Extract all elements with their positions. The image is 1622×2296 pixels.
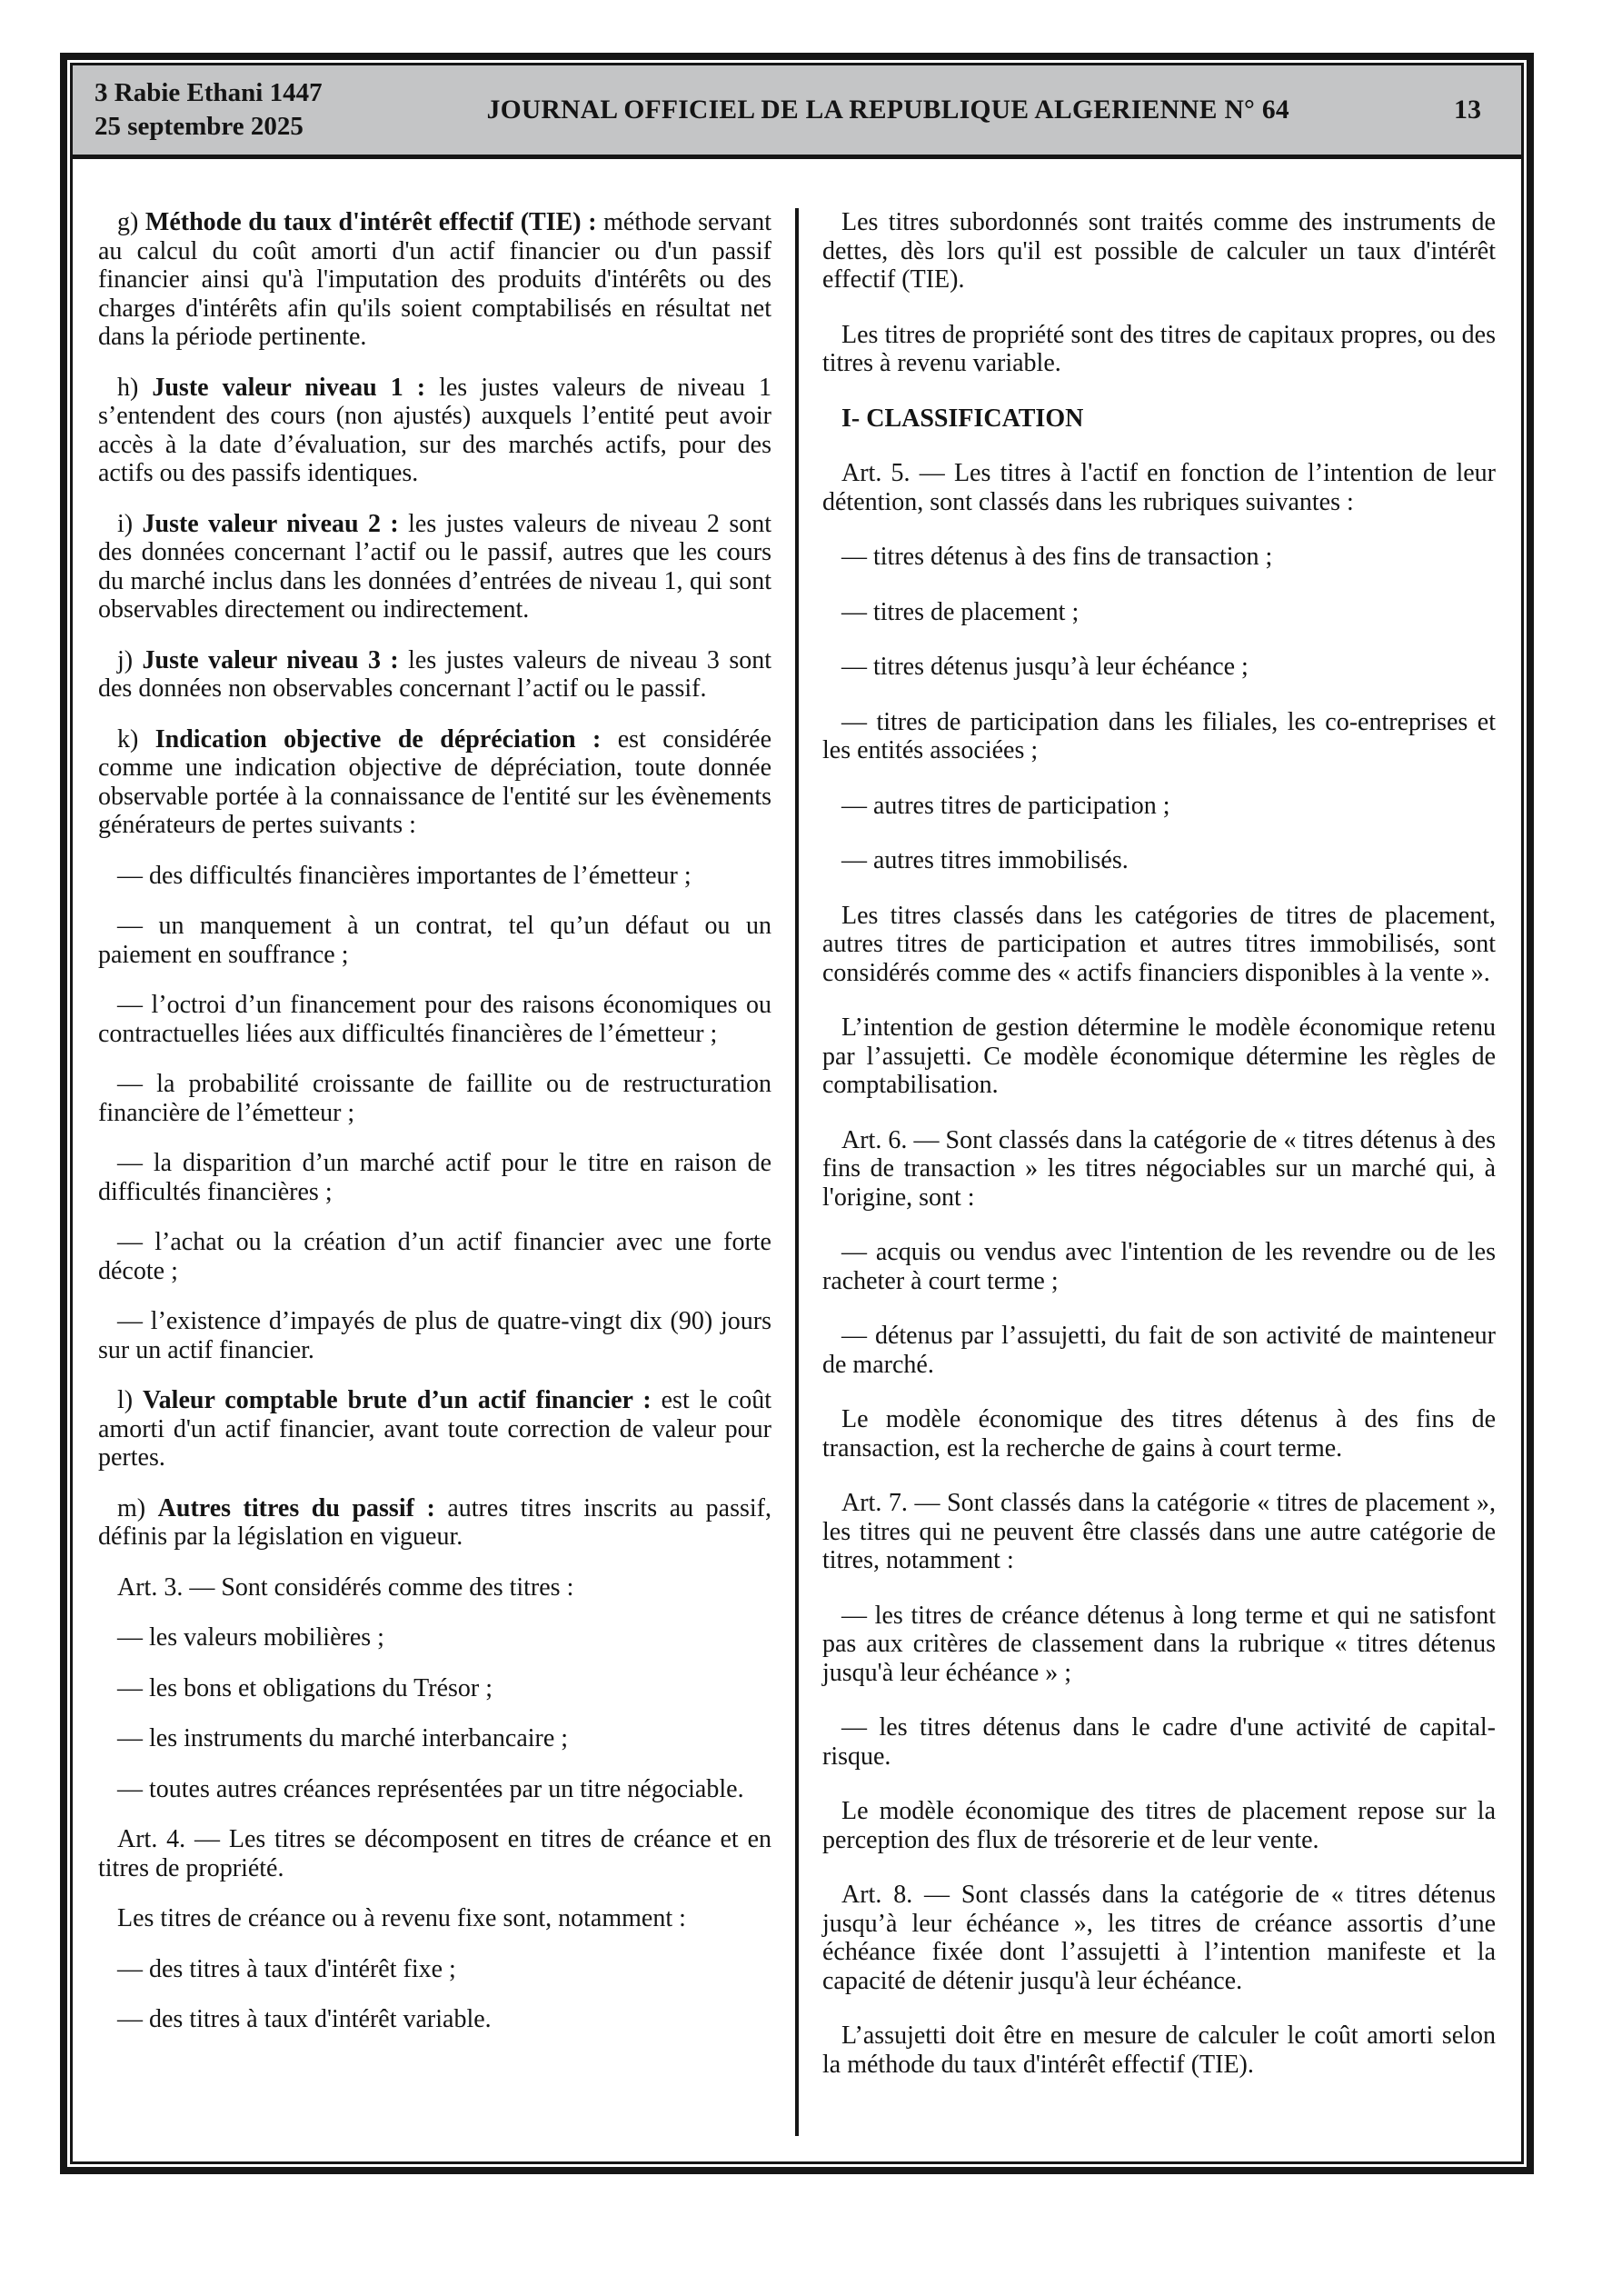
text: — les titres détenus dans le cadre d'une activité de capital-risque. [822,1713,1496,1771]
text: Le modèle économique des titres détenus à des fins de transaction, est la recherche de gains à court terme. [822,1405,1496,1462]
text: Art. 4. — Les titres se décomposent en titres de créance et en titres de propriété. [98,1825,771,1882]
text: — détenus par l’assujetti, du fait de son activité de mainteneur de marché. [822,1322,1496,1379]
list-item [98,991,771,1048]
list-item [822,1238,1496,1295]
text: — autres titres immobilisés. [841,846,1129,874]
bold-text: Méthode du taux d'intérêt effectif (TIE) : [144,208,597,236]
list-item [98,912,771,969]
date-hijri: 3 Rabie Ethani 1447 [95,78,323,107]
text: — des titres à taux d'intérêt variable. [117,2005,492,2033]
text: — autres titres de participation ; [841,791,1170,820]
list-item [98,1724,771,1753]
list-item [822,543,1496,572]
text: est considérée comme une indication objective de dépréciation, toute donnée observable portée à la connaissance de l'entité sur les évènements générateurs de pertes suivants : [98,724,771,839]
list-item [98,862,771,891]
paragraph [98,1386,771,1472]
paragraph [98,725,771,840]
text: — titres détenus à des fins de transaction ; [841,543,1273,571]
paragraph [98,510,771,624]
text: — titres de placement ; [841,597,1080,626]
text: L’assujetti doit être en mesure de calculer le coût amorti selon la méthode du taux d'intérêt effectif (TIE). [822,2021,1496,2079]
text: Art. 7. — Sont classés dans la catégorie « titres de placement », les titres qui ne peuvent être classés dans une autre catégorie de titres, notamment : [822,1489,1496,1574]
masthead [73,65,1521,159]
text: les justes valeurs de niveau 2 sont des données concernant l’actif ou le passif, autres que les cours du marché inclus dans les données d’entrées de niveau 1, qui sont observables directement ou indirectement. [98,509,771,624]
bold-text: Autres titres du passif : [157,1493,435,1522]
paragraph [822,1126,1496,1213]
list-item [98,1955,771,1984]
paragraph [822,2021,1496,2079]
list-item [98,1674,771,1703]
text: — acquis ou vendus avec l'intention de les revendre ou de les racheter à court terme ; [822,1238,1496,1295]
list-item [98,2005,771,2034]
list-item [822,708,1496,765]
paragraph [822,1797,1496,1854]
text: — toutes autres créances représentées par un titre négociable. [117,1774,744,1803]
list-item [822,598,1496,627]
text: Art. 6. — Sont classés dans la catégorie de « titres détenus à des fins de transaction » les titres négociables sur un marché qui, à l'origine, sont : [822,1125,1496,1212]
right-column [822,208,1496,2161]
paragraph [822,1405,1496,1462]
text: k) [117,724,155,754]
text: i) [117,509,143,538]
text: — l’existence d’impayés de plus de quatre-vingt dix (90) jours sur un actif financier. [98,1307,771,1364]
paragraph [822,321,1496,378]
text: méthode servant au calcul du coût amorti d'un actif financier ou d'un passif financier ainsi qu'à l'imputation des produits d'intérêts ou des charges d'intérêts afin qu'ils soient comptabilisés en résultat net dans la période pertinente. [98,208,771,351]
paragraph [98,1494,771,1552]
text: — un manquement à un contrat, tel qu’un défaut ou un paiement en souffrance ; [98,912,771,969]
text: m) [117,1493,158,1522]
text: Le modèle économique des titres de placement repose sur la perception des flux de trésorerie et de leur vente. [822,1797,1496,1854]
paragraph [98,1904,771,1933]
text: — des titres à taux d'intérêt fixe ; [117,1954,456,1983]
list-item [98,1228,771,1285]
list-item [98,1070,771,1127]
paragraph [98,646,771,704]
list-item [822,792,1496,821]
left-column [98,208,771,2161]
text: — les valeurs mobilières ; [117,1623,384,1652]
column-divider [795,208,799,2136]
text: — la probabilité croissante de faillite ou de restructuration financière de l’émetteur ; [98,1070,771,1127]
list-item [822,653,1496,682]
paragraph [98,208,771,352]
text: Les titres classés dans les catégories de titres de placement, autres titres de participation et autres titres immobilisés, sont considérés comme des « actifs financiers disponibles à la vente ». [822,901,1496,987]
text: — la disparition d’un marché actif pour le titre en raison de difficultés financières ; [98,1149,771,1206]
list-item [822,846,1496,875]
text: Art. 3. — Sont considérés comme des titres : [117,1572,574,1602]
paragraph [822,459,1496,516]
text: L’intention de gestion détermine le modèle économique retenu par l’assujetti. Ce modèle économique détermine les règles de comptabilisation. [822,1013,1496,1099]
text: Art. 5. — Les titres à l'actif en fonction de l’intention de leur détention, sont classés dans les rubriques suivantes : [822,459,1496,516]
text: — les bons et obligations du Trésor ; [117,1673,493,1702]
bold-text: I- CLASSIFICATION [841,404,1084,433]
text: est le coût amorti d'un actif financier, avant toute correction de valeur pour pertes. [98,1386,771,1472]
text: — l’octroi d’un financement pour des raisons économiques ou contractuelles liées aux difficultés financières de l’émetteur ; [98,991,771,1048]
bold-text: Juste valeur niveau 2 : [142,509,399,538]
list-item [98,1623,771,1652]
paragraph [822,902,1496,988]
text: — les instruments du marché interbancaire ; [117,1724,569,1752]
journal-title: JOURNAL OFFICIEL DE LA REPUBLIQUE ALGERIENNE N° 64 [486,95,1289,125]
page-content [73,159,1521,2161]
text: g) [117,208,145,236]
text: autres titres inscrits au passif, définis par la législation en vigueur. [98,1493,772,1551]
list-item [98,1307,771,1364]
bold-text: Indication objective de dépréciation : [154,724,602,754]
paragraph [822,1881,1496,1995]
text: les justes valeurs de niveau 1 s’entendent des cours (non ajustés) auxquels l’entité peut avoir accès à la date d’évaluation, sur des marchés actifs, pour des actifs ou des passifs identiques. [98,373,771,487]
text: — les titres de créance détenus à long terme et qui ne satisfont pas aux critères de classement dans la rubrique « titres détenus jusqu'à leur échéance » ; [822,1601,1496,1687]
paragraph [822,208,1496,294]
section-heading [822,404,1496,434]
bold-text: Juste valeur niveau 1 : [152,373,426,402]
date-gregorian: 25 septembre 2025 [95,112,304,141]
text: — titres de participation dans les filiales, les co-entreprises et les entités associées ; [822,707,1496,764]
text: l) [117,1386,144,1414]
list-item [822,1602,1496,1688]
list-item [98,1775,771,1804]
bold-text: Juste valeur niveau 3 : [142,645,399,674]
page-frame [60,53,1534,2174]
paragraph [98,1573,771,1602]
paragraph [98,1825,771,1882]
text: — l’achat ou la création d’un actif financier avec une forte décote ; [98,1228,771,1285]
text: h) [117,373,153,402]
text: Art. 8. — Sont classés dans la catégorie de « titres détenus jusqu’à leur échéance », les titres de créance assortis d’une échéance fixée dont l’assujetti à l’intention manifeste et la capacité de détenir jusqu'à leur échéance. [822,1881,1496,1995]
text: Les titres subordonnés sont traités comme des instruments de dettes, dès lors qu'il est possible de calculer un taux d'intérêt effectif (TIE). [822,208,1496,294]
text: Les titres de propriété sont des titres de capitaux propres, ou des titres à revenu variable. [822,320,1496,377]
page-number: 13 [1454,95,1481,125]
paragraph [822,1489,1496,1575]
text: Les titres de créance ou à revenu fixe sont, notamment : [117,1904,686,1932]
text: — titres détenus jusqu’à leur échéance ; [841,653,1249,681]
list-item [822,1713,1496,1771]
issue-dates [73,76,323,144]
list-item [822,1322,1496,1379]
paragraph [98,374,771,488]
paragraph [822,1013,1496,1100]
list-item [98,1149,771,1206]
text: — des difficultés financières importantes de l’émetteur ; [117,861,692,890]
page-frame-inner [70,63,1524,2164]
bold-text: Valeur comptable brute d’un actif financier : [143,1386,652,1414]
text: les justes valeurs de niveau 3 sont des données non observables concernant l’actif ou le passif. [98,645,771,703]
text: j) [117,645,143,674]
